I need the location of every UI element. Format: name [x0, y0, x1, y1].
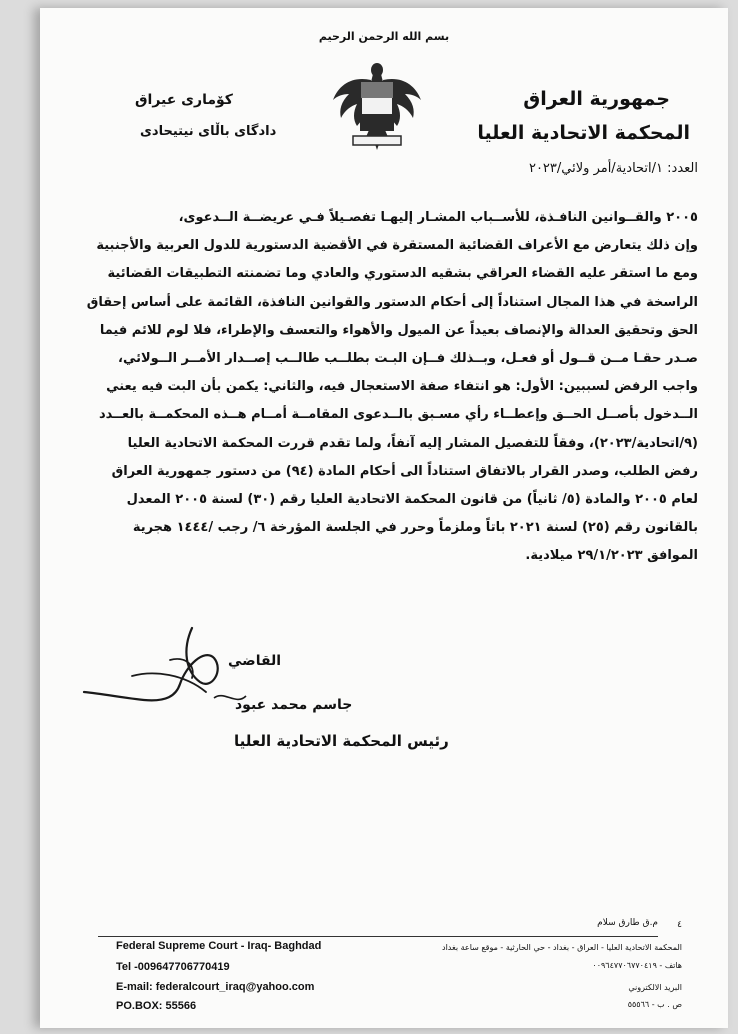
copy-number: ٤ [677, 920, 682, 930]
republic-name: جمهورية العراق [523, 88, 670, 110]
body-line: الموافق ٢٩/١/٢٠٢٣ ميلادية. [525, 548, 698, 564]
signature-name: جاسم محمد عبود [235, 697, 353, 713]
body-line: الــدخول بأصــل الحــق وإعطــاء رأي مسـبق بالــدعوى المقامــة أمــام هــذه المحكمــة بالعــدد [98, 407, 698, 423]
body-line: الراسخة في هذا المجال استناداً إلى أحكام الدستور والقوانين النافذة، القائمة على أساس إحقاق [86, 294, 698, 310]
body-line: ٢٠٠٥ والقــوانين النافـذة، للأســباب المشـار إليهـا تفصـيلاً فـي عريضــة الــدعوى، [178, 210, 698, 225]
reference-number: العدد: ١/اتحادية/أمر ولائي/٢٠٢٣ [528, 161, 698, 176]
footer-ar-email: البريد الالكتروني [628, 983, 682, 992]
body-line: رفض الطلب، وصدر القرار بالاتفاق استناداً الى أحكام المادة (٩٤) من دستور جمهورية العراق [111, 463, 698, 479]
kurdish-country-name: کۆماری عیراق [135, 92, 233, 108]
footer-pobox: PO.BOX: 55566 [116, 1000, 197, 1012]
iraq-eagle-emblem-icon [323, 56, 431, 154]
document-page [40, 8, 728, 1028]
footer-court-address: Federal Supreme Court - Iraq- Baghdad [116, 940, 322, 952]
court-name: المحكمة الاتحادية العليا [477, 122, 690, 144]
footer-ar-address: المحكمة الاتحادية العليا - العراق - بغداد - حي الحارثية - موقع ساعة بغداد [442, 943, 682, 952]
body-line: لعام ٢٠٠٥ والمادة (٥/ ثانياً) من قانون المحكمة الاتحادية العليا رقم (٣٠) لسنة ٢٠٠٥ المعدل [126, 492, 698, 508]
copy-to: م.ق طارق سلام [597, 918, 658, 928]
footer-divider [98, 936, 658, 937]
footer-ar-pobox: ص . ب - ٥٥٥٦٦ [627, 1000, 682, 1009]
signature-role: رئيس المحكمة الاتحادية العليا [234, 732, 449, 750]
body-line: وإن ذلك يتعارض مع الأعراف القضائية المستقرة في الأقضية الدستورية للدول العربية والأجنبية [96, 238, 698, 254]
kurdish-court-name: دادگای باڵای نیتیحادی [140, 124, 277, 139]
footer-email: E-mail: federalcourt_iraq@yahoo.com [116, 981, 315, 993]
body-line: (٩/اتحادية/٢٠٢٣)، وفقاً للتفصيل المشار إليه آنفاً، ولما تقدم قررت المحكمة الاتحادية العليا [127, 435, 698, 451]
footer-ar-phone: هاتف - ٠٠٩٦٤٧٧٠٦٧٧٠٤١٩ [592, 961, 682, 970]
basmala: بسم الله الرحمن الرحيم [318, 30, 450, 43]
body-line: بالقانون رقم (٢٥) لسنة ٢٠٢١ باتاً وملزماً وحرر في الجلسة المؤرخة ٦/ رجب /١٤٤٤ هجرية [132, 520, 698, 536]
body-line: الحق وتحقيق العدالة والإنصاف بعيداً عن الميول والأهواء والتعسف والإطراء، فلا لوم للائم فيما [99, 322, 698, 338]
decision-body [62, 204, 698, 571]
body-line: ومع ما استقر عليه القضاء العراقي بشقيه الدستوري والعادي وما تضمنته التطبيقات القضائية [107, 266, 698, 282]
footer-phone: Tel -009647706770419 [116, 961, 230, 973]
signature-title: القاضي [228, 653, 282, 669]
body-line: واجب الرفض لسببين: الأول: هو انتفاء صفة الاستعجال فيه، والثاني: يكمن بأن البت فيه يعني [106, 379, 698, 395]
handwritten-signature-icon [74, 620, 274, 730]
body-line: صـدر حقـا مــن قــول أو فعـل، وبــذلك فــإن البـت بطلــب طالــب إصــدار الأمــر الــولائي، [118, 351, 698, 367]
